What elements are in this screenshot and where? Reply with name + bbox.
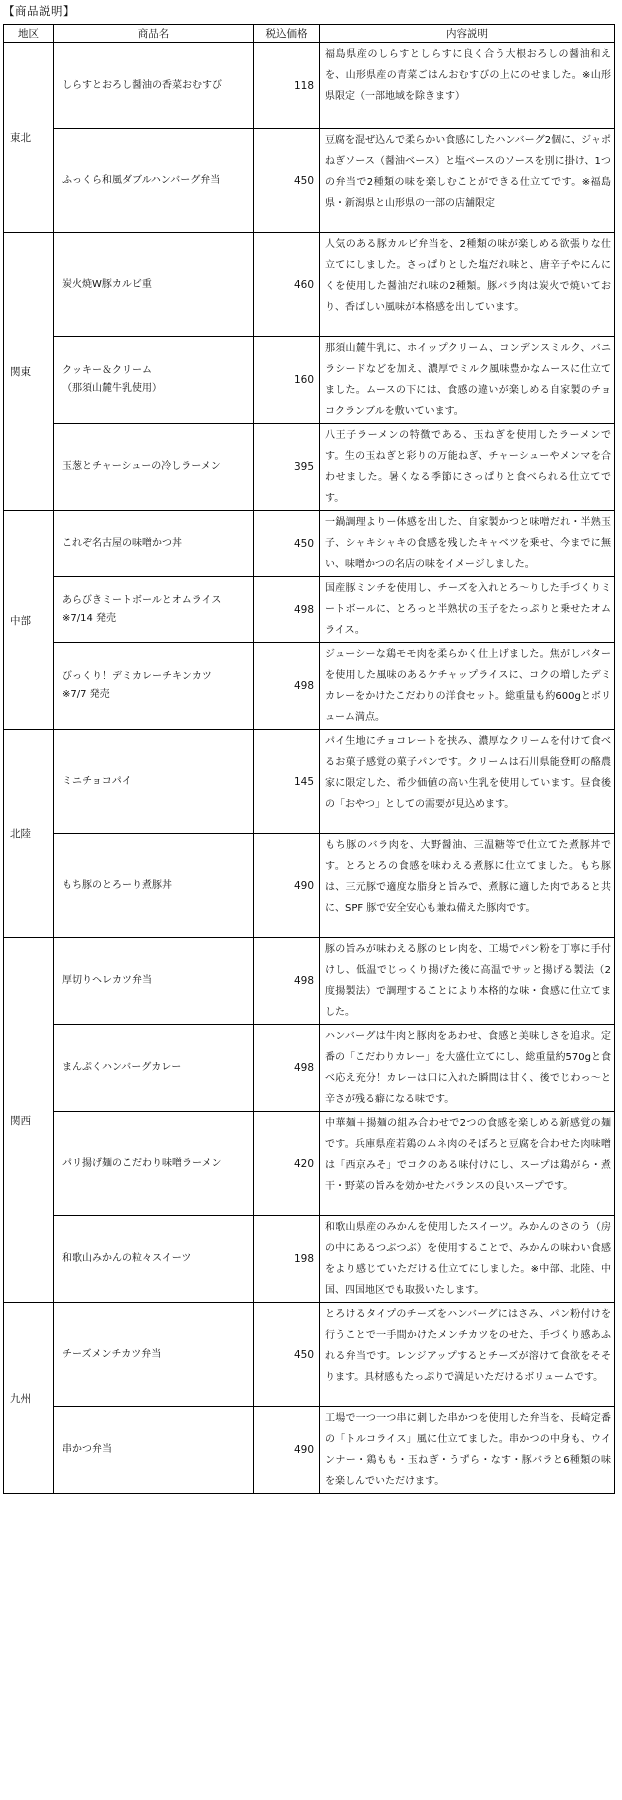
product-name-cell — [54, 337, 254, 424]
price-cell: 118 — [254, 43, 320, 129]
price-cell: 450 — [254, 511, 320, 577]
product-name-cell — [54, 43, 254, 129]
product-name: 炭火焼W豚カルビ重 — [62, 278, 152, 290]
price-cell: 450 — [254, 1303, 320, 1407]
product-note: ※7/7 発売 — [62, 689, 110, 700]
price-cell: 395 — [254, 424, 320, 511]
product-note: （那須山麓牛乳使用） — [62, 383, 162, 394]
price-cell: 145 — [254, 730, 320, 834]
region-cell: 北陸 — [4, 730, 54, 938]
price-cell: 160 — [254, 337, 320, 424]
product-name-cell — [54, 424, 254, 511]
product-name-cell — [54, 129, 254, 233]
price-cell: 198 — [254, 1216, 320, 1303]
product-name: びっくり！デミカレーチキンカツ — [62, 671, 212, 682]
description-cell: 工場で一つ一つ串に刺した串かつを使用した弁当を、長崎定番の「トルコライス」風に仕立てました。串かつの中身も、ウインナー・鶏もも・玉ねぎ・うずら・なす・豚バラと6種類の味を楽しんでいただけます。 — [320, 1407, 615, 1494]
region-cell: 関西 — [4, 938, 54, 1303]
table-row — [4, 1025, 615, 1112]
description-cell: 中華麺＋揚麺の組み合わせで2つの食感を楽しめる新感覚の麺です。兵庫県産若鶏のムネ肉のそぼろと豆腐を合わせた肉味噌は「西京みそ」でコクのある味付けにし、スープは鶏がら・煮干・野菜の旨みを効かせたバランスの良いスープです。 — [320, 1112, 615, 1216]
description-cell: 豚の旨みが味わえる豚のヒレ肉を、工場でパン粉を丁寧に手付けし、低温でじっくり揚げた後に高温でサッと揚げる製法（2度揚製法）で調理することにより本格的な味・食感に仕立てました。 — [320, 938, 615, 1025]
description-cell: 一鍋調理よりー体感を出した、自家製かつと味噌だれ・半熟玉子、シャキシャキの食感を残したキャベツを乗せ、今までに無い、味噌かつの名店の味をイメージしました。 — [320, 511, 615, 577]
product-name: 串かつ弁当 — [62, 1444, 112, 1455]
region-cell: 中部 — [4, 511, 54, 730]
product-name: 和歌山みかんの粒々スイーツ — [62, 1253, 192, 1264]
table-row — [4, 1407, 615, 1494]
region-cell: 東北 — [4, 43, 54, 233]
table-header-row — [4, 25, 615, 43]
product-name: パリ揚げ麺のこだわり味噌ラーメン — [62, 1157, 222, 1169]
product-name-cell — [54, 643, 254, 730]
price-cell: 420 — [254, 1112, 320, 1216]
table-row — [4, 1112, 615, 1216]
region-cell: 九州 — [4, 1303, 54, 1494]
product-name: ふっくら和風ダブルハンバーグ弁当 — [62, 174, 221, 186]
product-name: ミニチョコパイ — [62, 775, 132, 787]
product-name-cell — [54, 233, 254, 337]
description-cell: 豆腐を混ぜ込んで柔らかい食感にしたハンバーグ2個に、ジャポねぎソース（醤油ベース）と塩ベースのソースを別に掛け、1つの弁当で2種類の味を楽しむことができる仕立てです。※福島県・新潟県と山形県の一部の店舗限定 — [320, 129, 615, 233]
product-name-cell — [54, 1025, 254, 1112]
region-cell: 関東 — [4, 233, 54, 511]
description-cell: 八王子ラーメンの特徴である、玉ねぎを使用したラーメンです。生の玉ねぎと彩りの万能ねぎ、チャーシューやメンマを合わせました。暑くなる季節にさっぱりと食べられる仕立てです。 — [320, 424, 615, 511]
price-cell: 498 — [254, 643, 320, 730]
table-row — [4, 511, 615, 577]
product-name-cell — [54, 938, 254, 1025]
header-region: 地区 — [4, 25, 54, 43]
product-name: まんぷくハンバーグカレー — [62, 1062, 182, 1073]
table-row — [4, 577, 615, 643]
price-cell: 490 — [254, 1407, 320, 1494]
product-name: しらすとおろし醤油の香菜おむすび — [62, 79, 222, 91]
product-name: クッキー＆クリーム — [62, 365, 152, 376]
table-row — [4, 938, 615, 1025]
product-name: これぞ名古屋の味噌かつ丼 — [62, 537, 182, 549]
product-name-cell — [54, 1407, 254, 1494]
product-name-cell — [54, 511, 254, 577]
price-cell: 498 — [254, 1025, 320, 1112]
product-name-cell — [54, 834, 254, 938]
table-row — [4, 233, 615, 337]
table-row — [4, 424, 615, 511]
table-row — [4, 1216, 615, 1303]
product-name: もち豚のとろーり煮豚丼 — [62, 879, 172, 891]
header-price: 税込価格 — [254, 25, 320, 43]
description-cell: 那須山麓牛乳に、ホイップクリーム、コンデンスミルク、バニラシードなどを加え、濃厚でミルク風味豊かなムースに仕立てました。ムースの下には、食感の違いが楽しめる自家製のチョコクランブルを敷いています。 — [320, 337, 615, 424]
product-name-cell — [54, 577, 254, 643]
price-cell: 490 — [254, 834, 320, 938]
price-cell: 460 — [254, 233, 320, 337]
product-name: 厚切りヘレカツ弁当 — [62, 975, 152, 986]
product-name: チーズメンチカツ弁当 — [62, 1348, 162, 1360]
header-name: 商品名 — [54, 25, 254, 43]
product-table — [3, 24, 615, 1494]
header-desc: 内容説明 — [320, 25, 615, 43]
description-cell: 福島県産のしらすとしらすに良く合う大根おろしの醤油和えを、山形県産の青菜ごはんおむすびの上にのせました。※山形県限定（一部地域を除きます） — [320, 43, 615, 129]
product-name: 玉葱とチャーシューの冷しラーメン — [62, 461, 221, 472]
page-title: 【商品説明】 — [3, 4, 75, 18]
table-row — [4, 1303, 615, 1407]
table-row — [4, 129, 615, 233]
product-note: ※7/14 発売 — [62, 612, 117, 624]
description-cell: とろけるタイプのチーズをハンバーグにはさみ、パン粉付けを行うことで一手間かけたメンチカツをのせた、手づくり感あふれる弁当です。レンジアップするとチーズが溶けて食欲をそそります。具材感もたっぷりで満足いただけるボリュームです。 — [320, 1303, 615, 1407]
description-cell: 和歌山県産のみかんを使用したスイーツ。みかんのさのう（房の中にあるつぶつぶ）を使用することで、みかんの味わい食感をより感じていただける仕立てにしました。※中部、北陸、中国、四国地区でも取扱いたします。 — [320, 1216, 615, 1303]
description-cell: ジューシーな鶏モモ肉を柔らかく仕上げました。焦がしバターを使用した風味のあるケチャップライスに、コクの増したデミカレーをかけたこだわりの洋食セット。総重量も約600gとボリューム満点。 — [320, 643, 615, 730]
table-row — [4, 834, 615, 938]
product-name-cell — [54, 1112, 254, 1216]
table-row — [4, 337, 615, 424]
description-cell: パイ生地にチョコレートを挟み、濃厚なクリームを付けて食べるお菓子感覚の菓子パンです。クリームは石川県能登町の酪農家に限定した、希少価値の高い生乳を使用しています。昼食後の「おやつ」としての需要が見込めます。 — [320, 730, 615, 834]
description-cell: もち豚のバラ肉を、大野醤油、三温糖等で仕立てた煮豚丼です。とろとろの食感を味わえる煮豚に仕立てました。もち豚は、三元豚で適度な脂身と旨みで、煮豚に適した肉であると共に、SPF 豚で安全安心も兼ね備えた豚肉です。 — [320, 834, 615, 938]
table-row — [4, 43, 615, 129]
product-name-cell — [54, 730, 254, 834]
product-name-cell — [54, 1303, 254, 1407]
description-cell: ハンバーグは牛肉と豚肉をあわせ、食感と美味しさを追求。定番の「こだわりカレー」を大盛仕立てにし、総重量約570gと食べ応え充分！カレーは口に入れた瞬間は甘く、後でじわっ～と辛さが残る癖になる味です。 — [320, 1025, 615, 1112]
price-cell: 498 — [254, 577, 320, 643]
price-cell: 498 — [254, 938, 320, 1025]
table-row — [4, 643, 615, 730]
product-name-cell — [54, 1216, 254, 1303]
table-body — [4, 43, 615, 1494]
description-cell: 国産豚ミンチを使用し、チーズを入れとろ～りした手づくりミートボールに、とろっと半熟状の玉子をたっぷりと乗せたオムライス。 — [320, 577, 615, 643]
product-name: あらびきミートボールとオムライス — [62, 594, 222, 606]
price-cell: 450 — [254, 129, 320, 233]
table-row — [4, 730, 615, 834]
description-cell: 人気のある豚カルビ弁当を、2種類の味が楽しめる欲張りな仕立てにしました。さっぱりとした塩だれ味と、唐辛子やにんにくを使用した醤油だれ味の2種類。豚バラ肉は炭火で焼いており、香ばしい風味が本格感を出しています。 — [320, 233, 615, 337]
